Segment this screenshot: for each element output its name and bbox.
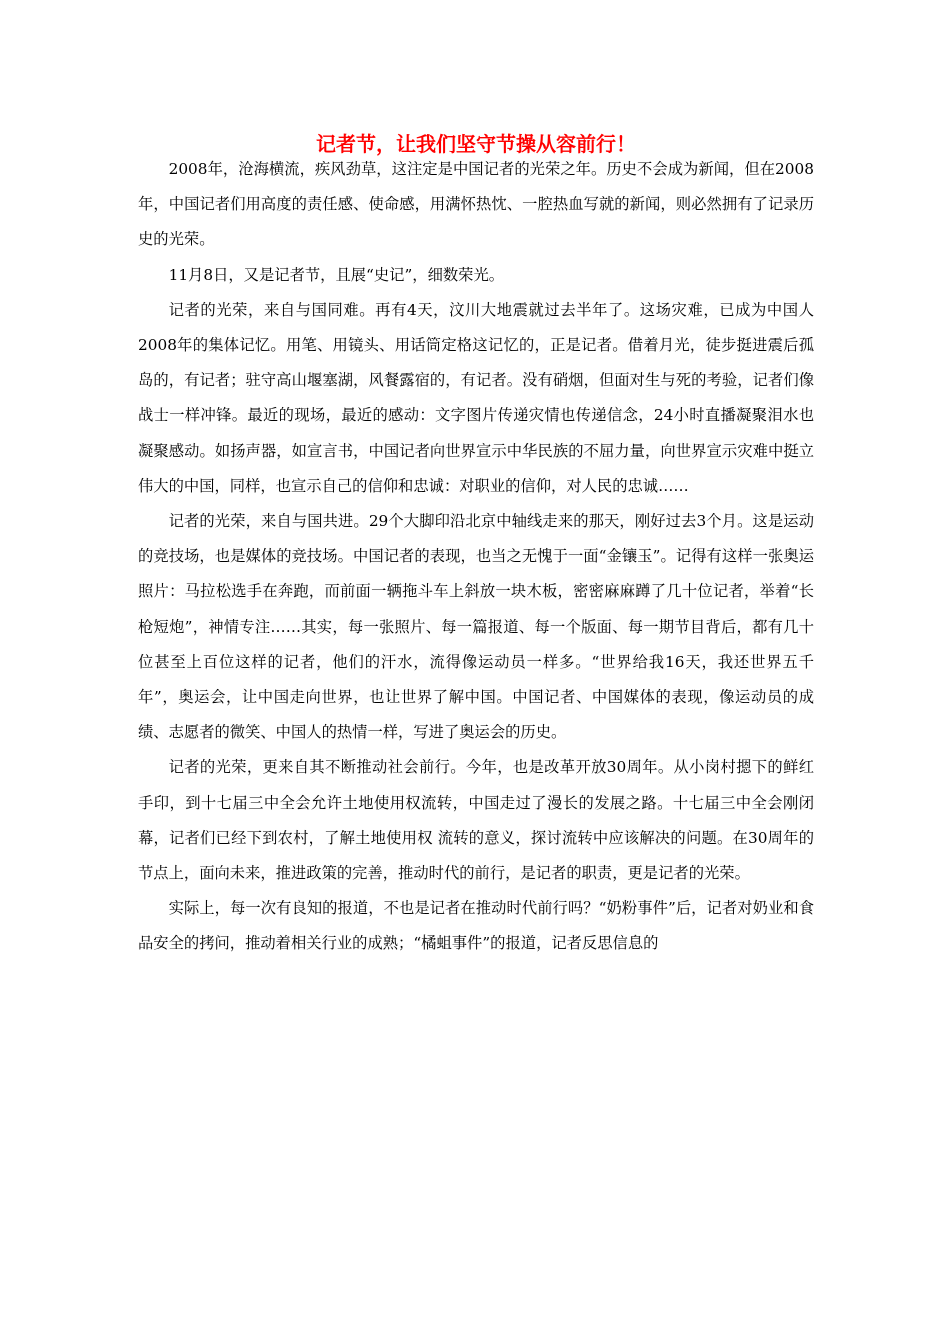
paragraph: 记者的光荣，来自与国同难。再有4天，汶川大地震就过去半年了。这场灾难，已成为中国人2008年的集体记忆。用笔、用镜头、用话筒定格这记忆的，正是记者。借着月光，徒步挺进震后孤岛的，有记者；驻守高山堰塞湖，风餐露宿的，有记者。没有硝烟，但面对生与死的考验，记者们像战士一样冲锋。最近的现场，最近的感动：文字图片传递灾情也传递信念，24小时直播凝聚泪水也凝聚感动。如扬声器，如宣言书，中国记者向世界宣示中华民族的不屈力量，向世界宣示灾难中挺立伟大的中国，同样，也宣示自己的信仰和忠诚：对职业的信仰，对人民的忠诚…… [138, 300, 814, 495]
paragraph: 2008年，沧海横流，疾风劲草，这注定是中国记者的光荣之年。历史不会成为新闻，但在2008年，中国记者们用高度的责任感、使命感，用满怀热忱、一腔热血写就的新闻，则必然拥有了记录历史的光荣。 [138, 160, 814, 249]
paragraph: 记者的光荣，来自与国共进。29个大脚印沿北京中轴线走来的那天，刚好过去3个月。这是运动的竞技场，也是媒体的竞技场。中国记者的表现，也当之无愧于一面“金镶玉”。记得有这样一张奥运照片：马拉松选手在奔跑，而前面一辆拖斗车上斜放一块木板，密密麻麻蹲了几十位记者，举着“长枪短炮”，神情专注……其实，每一张照片、每一篇报道、每一个版面、每一期节目背后，都有几十位甚至上百位这样的记者，他们的汗水，流得像运动员一样多。“世界给我16天，我还世界五千年”，奥运会，让中国走向世界，也让世界了解中国。中国记者、中国媒体的表现，像运动员的成绩、志愿者的微笑、中国人的热情一样，写进了奥运会的历史。 [138, 512, 814, 742]
paragraph: 11月8日，又是记者节，且展“史记”，细数荣光。 [168, 265, 505, 284]
document-body [138, 152, 814, 962]
document-title: 记者节，让我们坚守节操从容前行！ [316, 132, 636, 156]
paragraph: 实际上，每一次有良知的报道，不也是记者在推动时代前行吗？“奶粉事件”后，记者对奶业和食品安全的拷问，推动着相关行业的成熟；“橘蛆事件”的报道，记者反思信息的 [138, 899, 814, 953]
paragraph: 记者的光荣，更来自其不断推动社会前行。今年，也是改革开放30周年。从小岗村摁下的鲜红手印，到十七届三中全会允许土地使用权流转，中国走过了漫长的发展之路。十七届三中全会刚闭幕，记者们已经下到农村，了解土地使用权 流转的意义，探讨流转中应该解决的问题。在30周年的节点上，面向未来，推进政策的完善，推动时代的前行，是记者的职责，更是记者的光荣。 [138, 758, 814, 883]
